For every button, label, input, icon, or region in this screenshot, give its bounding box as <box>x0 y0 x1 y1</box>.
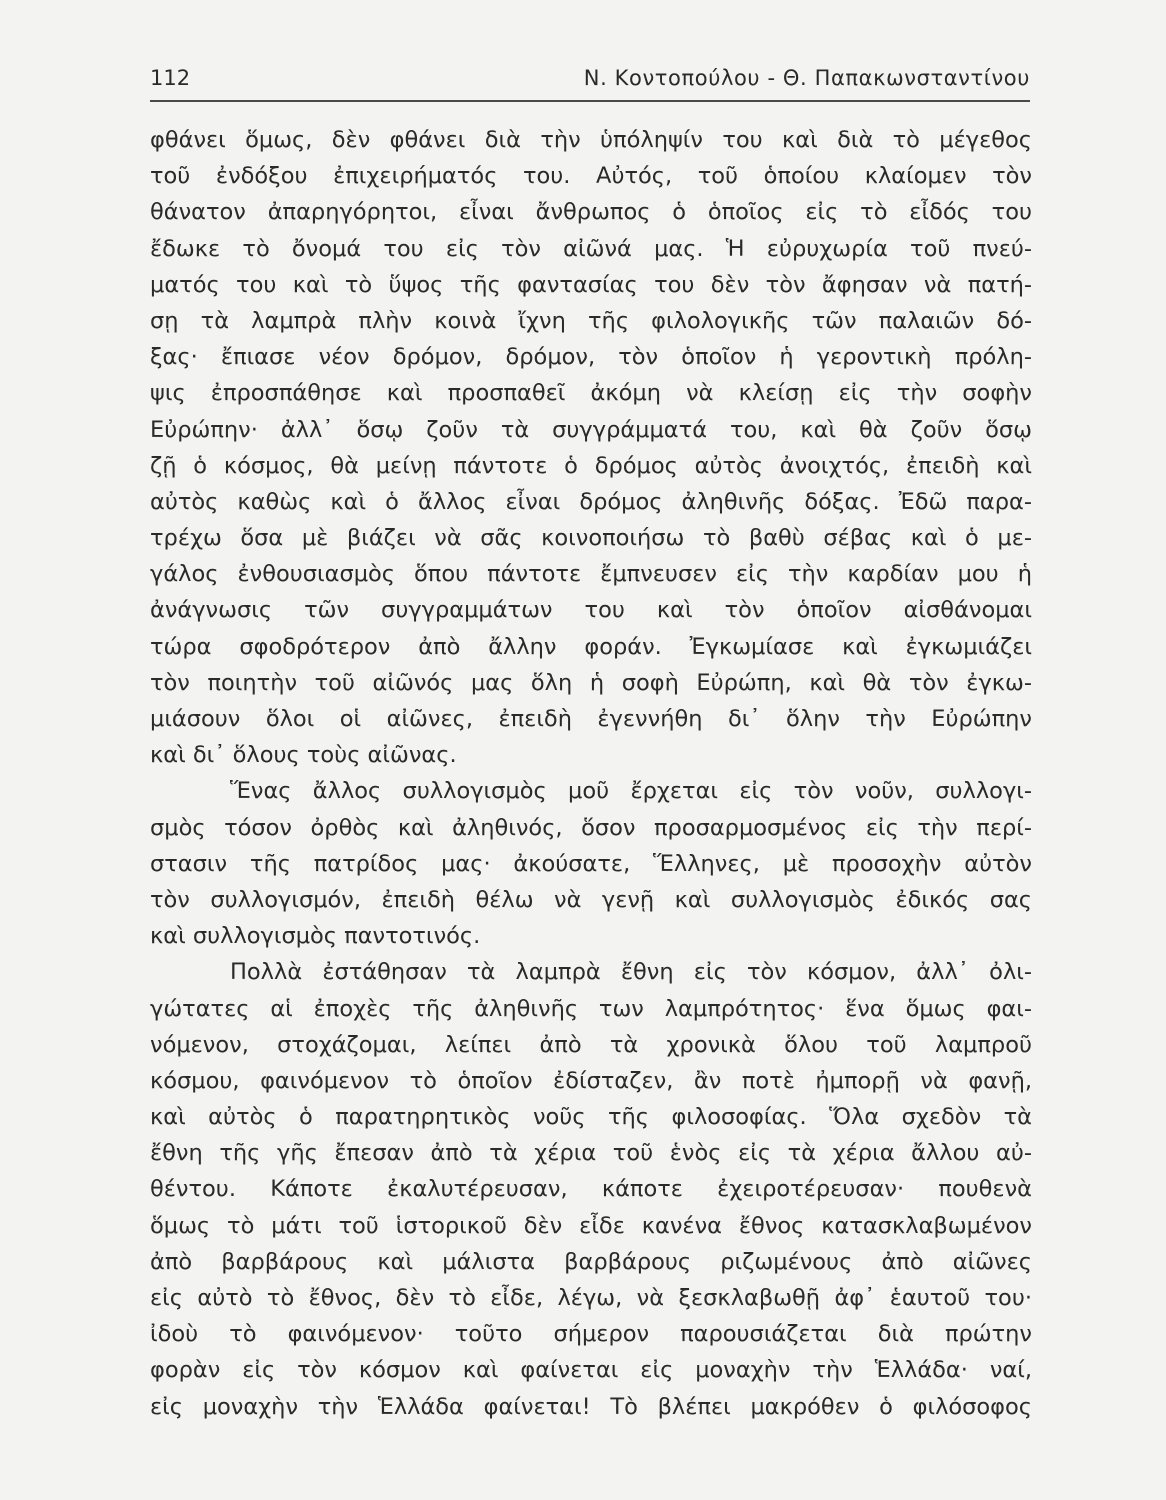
text-line <box>150 1425 1032 1461</box>
text-line: τὸν συλλογισμόν, ἐπειδὴ θέλω νὰ γενῇ καὶ συλλογισμὸς ἐδικός σας <box>150 886 1032 913</box>
text-line: τοῦ ἐνδόξου ἐπιχειρήματός του. Αὐτός, τοῦ ὁποίου κλαίομεν τὸν <box>150 163 1032 190</box>
text-line: στασιν τῆς πατρίδος μας· ἀκούσατε, Ἕλληνες, μὲ προσοχὴν αὐτὸν <box>150 850 1032 877</box>
text-line: Εὐρώπην· ἀλλ᾽ ὅσῳ ζοῦν τὰ συγγράμματά του, καὶ θὰ ζοῦν ὅσῳ <box>150 416 1032 443</box>
text-line: φθάνει ὅμως, δὲν φθάνει διὰ τὴν ὑπόληψίν του καὶ διὰ τὸ μέγεθος <box>150 127 1032 153</box>
text-line: τώρα σφοδρότερον ἀπὸ ἄλλην φοράν. Ἐγκωμίασε καὶ ἐγκωμιάζει <box>150 633 1032 660</box>
text-line: γώτατες αἱ ἐποχὲς τῆς ἀληθινῆς των λαμπρότητος· ἕνα ὅμως φαι- <box>150 995 1032 1022</box>
text-line: νόμενον, στοχάζομαι, λείπει ἀπὸ τὰ χρονικὰ ὅλου τοῦ λαμπροῦ <box>150 1031 1032 1058</box>
text-line: σῃ τὰ λαμπρὰ πλὴν κοινὰ ἴχνη τῆς φιλολογικῆς τῶν παλαιῶν δό- <box>150 307 1032 334</box>
text-line: εἰς μοναχὴν τὴν Ἑλλάδα φαίνεται! Τὸ βλέπει μακρόθεν ὁ φιλόσοφος <box>150 1393 1032 1420</box>
text-line: σμὸς τόσον ὀρθὸς καὶ ἀληθινός, ὅσον προσαρμοσμένος εἰς τὴν περί- <box>150 814 1032 841</box>
text-line: ἔθνη τῆς γῆς ἔπεσαν ἀπὸ τὰ χέρια τοῦ ἑνὸς εἰς τὰ χέρια ἄλλου αὐ- <box>150 1140 1032 1167</box>
text-line: ψις ἐπροσπάθησε καὶ προσπαθεῖ ἀκόμη νὰ κλείσῃ εἰς τὴν σοφὴν <box>150 380 1032 407</box>
page-header <box>150 64 1030 102</box>
text-line: γάλος ἐνθουσιασμὸς ὅπου πάντοτε ἔμπνευσεν εἰς τὴν καρδίαν μου ἡ <box>150 561 1032 588</box>
text-line: καὶ δι᾽ ὅλους τοὺς αἰῶνας. <box>150 742 457 769</box>
body-text <box>150 122 1032 1461</box>
text-line: ὅμως τὸ μάτι τοῦ ἱστορικοῦ δὲν εἶδε κανένα ἔθνος κατασκλαβωμένον <box>150 1212 1032 1239</box>
text-line: καὶ συλλογισμὸς παντοτινός. <box>150 923 481 950</box>
text-line: τρέχω ὅσα μὲ βιάζει νὰ σᾶς κοινοποιήσω τὸ βαθὺ σέβας καὶ ὁ με- <box>150 525 1032 552</box>
text-line: ἰδοὺ τὸ φαινόμενον· τοῦτο σήμερον παρουσιάζεται διὰ πρώτην <box>150 1321 1032 1348</box>
text-line: ἔδωκε τὸ ὄνομά του εἰς τὸν αἰῶνά μας. Ἡ εὐρυχωρία τοῦ πνεύ- <box>150 235 1032 262</box>
text-line: Πολλὰ ἐστάθησαν τὰ λαμπρὰ ἔθνη εἰς τὸν κόσμον, ἀλλ᾽ ὀλι- <box>230 959 1032 986</box>
text-line: αὐτὸς καθὼς καὶ ὁ ἄλλος εἶναι δρόμος ἀληθινῆς δόξας. Ἐδῶ παρα- <box>150 488 1032 515</box>
page-number: 112 <box>150 66 191 90</box>
text-line: τὸν ποιητὴν τοῦ αἰῶνός μας ὅλη ἡ σοφὴ Εὐρώπη, καὶ θὰ τὸν ἐγκω- <box>150 669 1032 696</box>
text-line: θάνατον ἀπαρηγόρητοι, εἶναι ἄνθρωπος ὁ ὁποῖος εἰς τὸ εἶδός του <box>150 199 1032 226</box>
text-line: Ἕνας ἄλλος συλλογισμὸς μοῦ ἔρχεται εἰς τὸν νοῦν, συλλογι- <box>230 778 1032 805</box>
running-head: Ν. Κοντοπούλου - Θ. Παπακωνσταντίνου <box>583 66 1030 90</box>
text-line: κόσμου, φαινόμενον τὸ ὁποῖον ἐδίσταζεν, ἂν ποτὲ ἠμπορῇ νὰ φανῇ, <box>150 1067 1032 1094</box>
text-line: μιάσουν ὅλοι οἱ αἰῶνες, ἐπειδὴ ἐγεννήθη δι᾽ ὅλην τὴν Εὐρώπην <box>150 706 1032 732</box>
text-line: εἰς αὐτὸ τὸ ἔθνος, δὲν τὸ εἶδε, λέγω, νὰ ξεσκλαβωθῇ ἀφ᾽ ἑαυτοῦ του· <box>150 1285 1032 1311</box>
text-line: ἀνάγνωσις τῶν συγγραμμάτων του καὶ τὸν ὁποῖον αἰσθάνομαι <box>150 597 1032 624</box>
text-line: θέντου. Κάποτε ἐκαλυτέρευσαν, κάποτε ἐχειροτέρευσαν· πουθενὰ <box>150 1176 1032 1203</box>
text-line: καὶ αὐτὸς ὁ παρατηρητικὸς νοῦς τῆς φιλοσοφίας. Ὅλα σχεδὸν τὰ <box>150 1104 1032 1131</box>
text-line: ματός του καὶ τὸ ὕψος τῆς φαντασίας του δὲν τὸν ἄφησαν νὰ πατή- <box>150 271 1032 298</box>
text-line: ξας· ἔπιασε νέον δρόμον, δρόμον, τὸν ὁποῖον ἡ γεροντικὴ πρόλη- <box>150 344 1032 371</box>
text-line: φορὰν εἰς τὸν κόσμον καὶ φαίνεται εἰς μοναχὴν τὴν Ἑλλάδα· ναί, <box>150 1357 1032 1384</box>
text-line: ζῇ ὁ κόσμος, θὰ μείνῃ πάντοτε ὁ δρόμος αὐτὸς ἀνοιχτός, ἐπειδὴ καὶ <box>150 452 1032 479</box>
text-line: ἀπὸ βαρβάρους καὶ μάλιστα βαρβάρους ριζωμένους ἀπὸ αἰῶνες <box>150 1248 1032 1275</box>
